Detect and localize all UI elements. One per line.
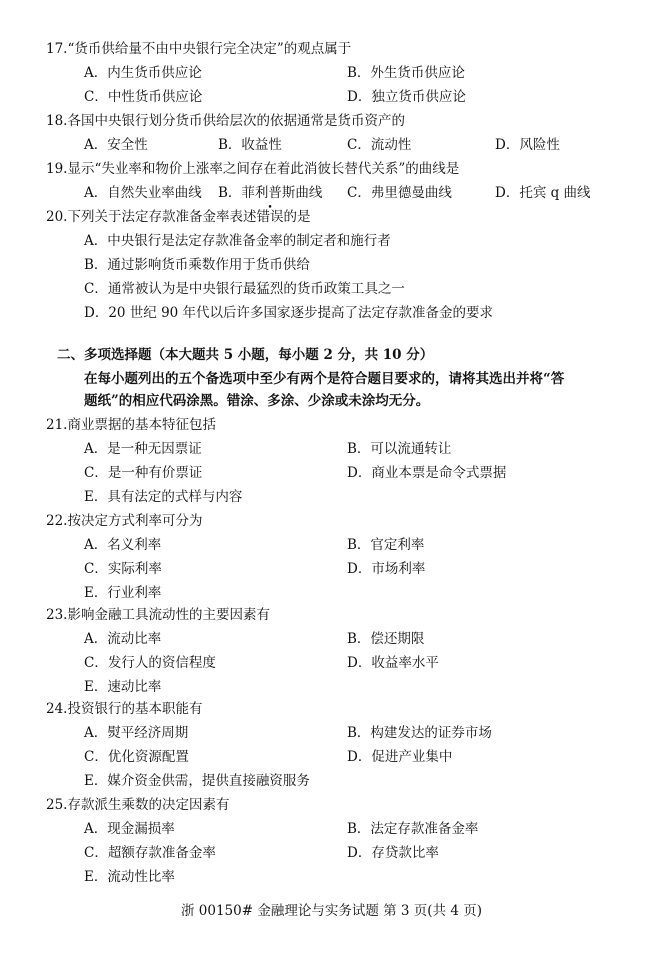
option: A．名义利率 — [84, 537, 162, 553]
option: B．构建发达的证券市场 — [347, 725, 492, 741]
option: D．市场利率 — [347, 561, 426, 577]
option: B．官定利率 — [347, 537, 425, 553]
option: C．超额存款准备金率 — [84, 845, 216, 861]
page-footer: 浙 00150# 金融理论与实务试题 第 3 页(共 4 页) — [180, 903, 482, 919]
question-stem: 商业票据的基本特征包括 — [67, 417, 216, 433]
option: C．发行人的资信程度 — [84, 655, 216, 671]
option: C．流动性 — [347, 137, 412, 153]
question-stem: 存款派生乘数的决定因素有 — [67, 797, 230, 813]
option: E．流动性比率 — [84, 869, 175, 885]
option: E．行业利率 — [84, 585, 162, 601]
option: B．偿还期限 — [347, 631, 425, 647]
question-17 — [46, 40, 351, 58]
question-number: 25. — [46, 797, 68, 813]
option: C．实际利率 — [84, 561, 162, 577]
section-instruction: 题纸”的相应代码涂黑。错涂、多涂、少涂或未涂均无分。 — [84, 393, 430, 409]
question-number: 19. — [46, 161, 68, 177]
question-stem-end: 的是 — [283, 209, 311, 225]
option: A．流动比率 — [84, 631, 162, 647]
question-23 — [46, 606, 270, 624]
question-stem: 投资银行的基本职能有 — [67, 701, 203, 717]
option: E．具有法定的式样与内容 — [84, 489, 243, 505]
question-21 — [46, 416, 216, 434]
question-number: 23. — [46, 607, 68, 623]
question-stem: “货币供给量不由中央银行完全决定”的观点属于 — [67, 41, 352, 57]
question-number: 17. — [46, 41, 68, 57]
option: B．外生货币供应论 — [347, 65, 465, 81]
option: C．优化资源配置 — [84, 749, 189, 765]
question-22 — [46, 512, 202, 530]
option: D．收益率水平 — [347, 655, 439, 671]
question-number: 20. — [46, 209, 68, 225]
option: E．速动比率 — [84, 679, 162, 695]
option: D．存贷款比率 — [347, 845, 439, 861]
option: E．媒介资金供需，提供直接融资服务 — [84, 773, 310, 789]
option: D．风险性 — [495, 137, 560, 153]
option: A．现金漏损率 — [84, 821, 175, 837]
option: D．促进产业集中 — [347, 749, 453, 765]
option: B．可以流通转让 — [347, 441, 452, 457]
question-stem: 影响金融工具流动性的主要因素有 — [67, 607, 270, 623]
question-25 — [46, 796, 229, 814]
option: C．中性货币供应论 — [84, 89, 203, 105]
option: A．熨平经济周期 — [84, 725, 189, 741]
emphasis-dots: 错误 — [256, 209, 284, 225]
option: A．内生货币供应论 — [84, 65, 202, 81]
question-20 — [46, 208, 310, 226]
option: D．商业本票是命令式票据 — [347, 465, 507, 481]
option: C．弗里德曼曲线 — [347, 185, 452, 201]
option: B．收益性 — [218, 137, 282, 153]
question-stem: 显示“失业率和物价上涨率之间存在着此消彼长替代关系”的曲线是 — [67, 161, 460, 177]
option: A．自然失业率曲线 — [84, 185, 202, 201]
option: D．托宾 q 曲线 — [495, 185, 591, 201]
option: B．通过影响货币乘数作用于货币供给 — [84, 257, 310, 273]
question-24 — [46, 700, 202, 718]
question-number: 18. — [46, 113, 68, 129]
question-stem: 按决定方式利率可分为 — [67, 513, 203, 529]
question-19 — [46, 160, 459, 178]
section-instruction: 在每小题列出的五个备选项中至少有两个是符合题目要求的，请将其选出并将“答 — [84, 371, 565, 387]
option: C．通常被认为是中央银行最猛烈的货币政策工具之一 — [84, 281, 405, 297]
option: D．独立货币供应论 — [347, 89, 466, 105]
question-number: 21. — [46, 417, 68, 433]
question-number: 24. — [46, 701, 68, 717]
question-18 — [46, 112, 405, 130]
section-title: 二、多项选择题（本大题共 5 小题，每小题 2 分，共 10 分） — [57, 347, 434, 363]
option: B．法定存款准备金率 — [347, 821, 479, 837]
option: B．菲利普斯曲线 — [218, 185, 323, 201]
option: A．是一种无因票证 — [84, 441, 202, 457]
option: A．中央银行是法定存款准备金率的制定者和施行者 — [84, 233, 391, 249]
option: D．20 世纪 90 年代以后许多国家逐步提高了法定存款准备金的要求 — [84, 305, 494, 321]
option: C．是一种有价票证 — [84, 465, 203, 481]
option: A．安全性 — [84, 137, 148, 153]
question-stem: 下列关于法定存款准备金率表述 — [67, 209, 257, 225]
question-number: 22. — [46, 513, 68, 529]
question-stem: 各国中央银行划分货币供给层次的依据通常是货币资产的 — [67, 113, 405, 129]
